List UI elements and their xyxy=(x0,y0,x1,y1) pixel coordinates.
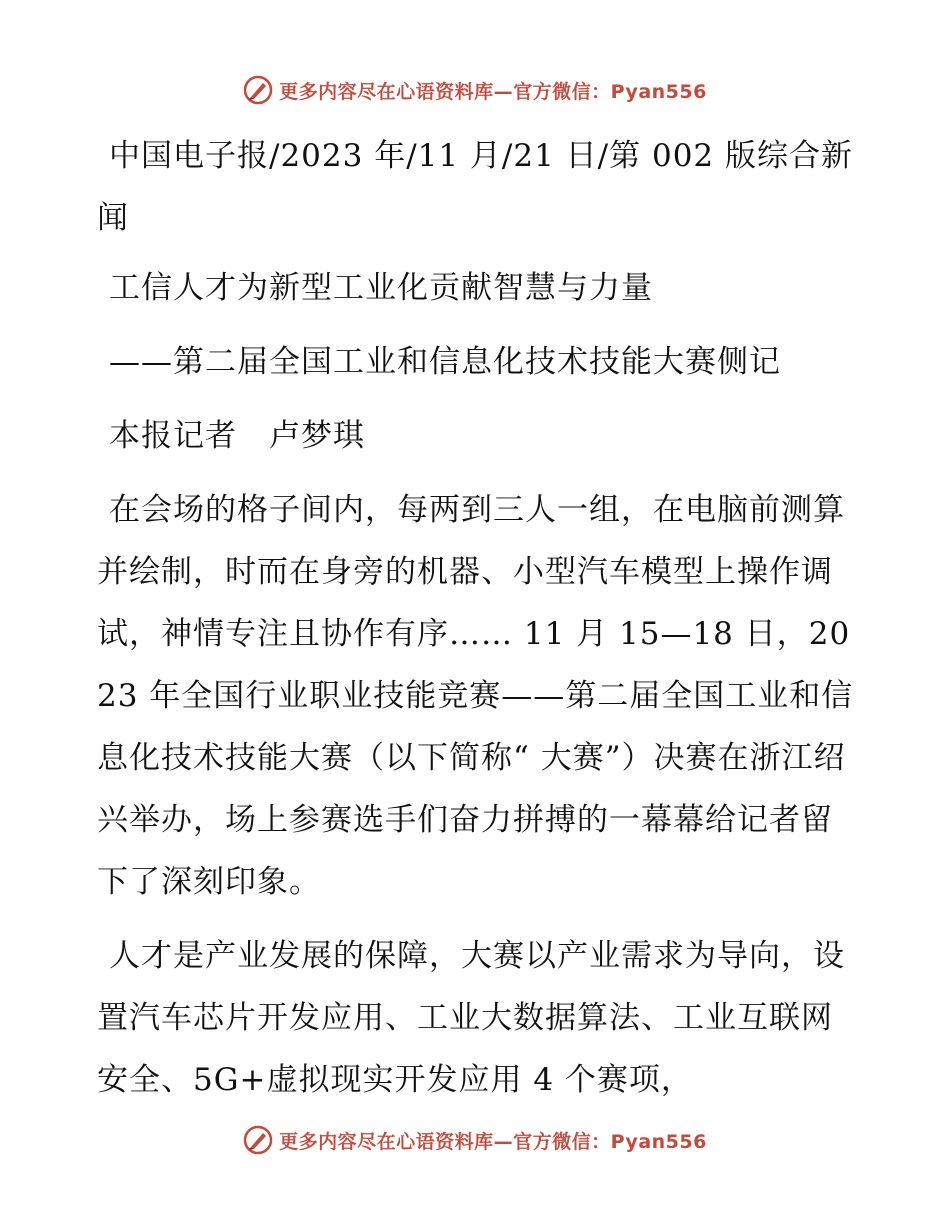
article xyxy=(97,125,857,1123)
byline: 本报记者 卢梦琪 xyxy=(109,418,365,454)
watermark-text: 更多内容尽在心语资料库—官方微信：Pyan556 xyxy=(279,80,707,103)
source-line: 中国电子报/2023 年/11 月/21 日/第 002 版综合新闻 xyxy=(97,138,854,236)
pen-logo-icon xyxy=(243,1125,273,1155)
pen-logo-icon xyxy=(243,75,273,105)
watermark-banner-top xyxy=(0,70,950,110)
watermark-text: 更多内容尽在心语资料库—官方微信：Pyan556 xyxy=(279,1130,707,1153)
paragraph-1: 在会场的格子间内，每两到三人一组，在电脑前测算并绘制，时而在身旁的机器、小型汽车模型上操作调试，神情专注且协作有序…… 11 月 15—18 日，2023 年全国行业职业技能竞赛——第二届全国工业和信息化技术技能大赛（以下简称“ 大赛”）决赛在浙江绍兴举办，场上参赛选手们奋力拼搏的一幕幕给记者留下了深刻印象。 xyxy=(97,492,854,900)
article-title: 工信人才为新型工业化贡献智慧与力量 xyxy=(109,270,653,306)
article-subtitle: ——第二届全国工业和信息化技术技能大赛侧记 xyxy=(109,344,781,380)
watermark-banner-bottom xyxy=(0,1120,950,1160)
paragraph-2: 人才是产业发展的保障，大赛以产业需求为导向，设置汽车芯片开发应用、工业大数据算法、工业互联网安全、5G+虚拟现实开发应用 4 个赛项， xyxy=(97,938,845,1098)
